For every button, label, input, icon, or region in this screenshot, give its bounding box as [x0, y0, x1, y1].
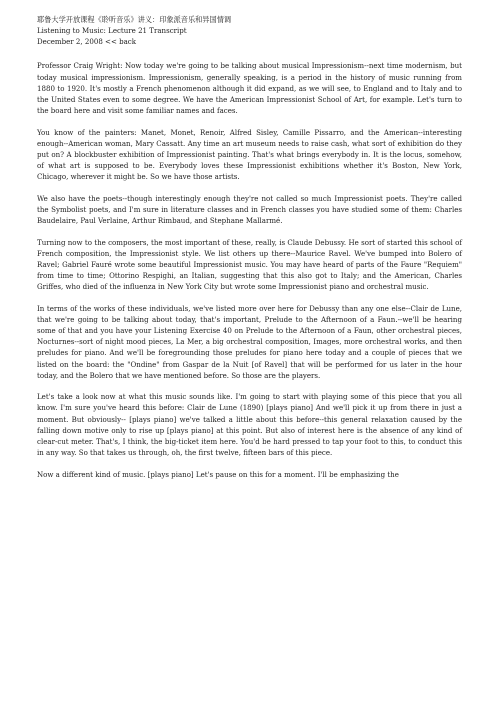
paragraph-clair-de-lune: Let's take a look now at what this music sounds like. I'm going to start with playing some of this piece that you all know. I'm sure you've heard this before: Clair de Lune (1890) [plays piano] And we'll pick it up from there in just a moment. But obviously-- [plays piano] we've talked a little about this before--this general relaxation caused by the falling down motive only to rise up [plays piano] at this point. But also of interest here is the absence of any kind of clear-cut meter. That's, I think, the big-ticket item here. You'd be hard pressed to tap your foot to this, to conduct this in any way. So that takes us through, oh, the first twelve, fifteen bars of this piece.	[37, 392, 462, 458]
paragraph-composers: Turning now to the composers, the most important of these, really, is Claude Debussy. He sort of started this school of French composition, the Impressionist style. We list others up there--Maurice Ravel. We've bumped into Bolero of Ravel; Gabriel Fauré wrote some beautiful Impressionist music. You may have heard of parts of the Faure "Requiem" from time to time; Ottorino Respighi, an Italian, suggesting that this also got to Italy; and the American, Charles Griffes, who died of the influenza in New York City but wrote some Impressionist piano and orchestral music.	[37, 237, 462, 292]
date-back-link[interactable]: December 2, 2008 << back	[37, 37, 137, 47]
paragraph-works: In terms of the works of these individuals, we've listed more over here for Debussy than any one else--Clair de Lune, that we're going to be talking about today, that's important, Prelude to the Afternoon of a Faun.--we'll be hearing some of that and you have your Listening Exercise 40 on Prelude to the Afternoon of a Faun, other orchestral pieces, Nocturnes--sort of night mood pieces, La Mer, a big orchestral composition, Images, more orchestral works, and then preludes for piano. And we'll be foregrounding those preludes for piano here today and a couple of pieces that we listed on the board: the "Ondine" from Gaspar de la Nuit [of Ravel] that will be performed for us later in the hour today, and the Bolero that we have mentioned before. So those are the players.	[37, 303, 462, 380]
document-title-chinese: 耶鲁大学开放课程《聆听音乐》讲义：印象派音乐和异国情调	[37, 15, 232, 24]
paragraph-different-music: Now a different kind of music. [plays piano] Let's pause on this for a moment. I'll be emphasizing the	[37, 469, 399, 479]
paragraph-intro: Professor Craig Wright: Now today we're going to be talking about musical Impressionism--next time modernism, but today musical impressionism. Impressionism, generally speaking, is a period in the history of music running from 1880 to 1920. It's mostly a French phenomenon although it did expand, as we will see, to England and to Italy and to the United States even to some degree. We have the American Impressionist School of Art, for example. Let's turn to the board here and visit some familiar names and faces.	[37, 61, 462, 116]
document-subtitle: Listening to Music: Lecture 21 Transcript	[37, 26, 187, 36]
paragraph-poets: We also have the poets--though interestingly enough they're not called so much Impressionist poets. They're called the Symbolist poets, and I'm sure in literature classes and in French classes you have studied some of them: Charles Baudelaire, Paul Verlaine, Arthur Rimbaud, and Stephane Mallarmé.	[37, 193, 462, 226]
paragraph-painters: You know of the painters: Manet, Monet, Renoir, Alfred Sisley, Camille Pissarro, and the American--interesting enough--American woman, Mary Cassatt. Any time an art museum needs to raise cash, what sort of exhibition do they put on? A blockbuster exhibition of Impressionist painting. That's what brings everybody in. It is the locus, somehow, of what art is supposed to be. Everybody loves these Impressionist exhibitions whether it's Boston, New York, Chicago, wherever it might be. So we have those artists.	[37, 127, 462, 182]
transcript-page	[37, 14, 462, 490]
